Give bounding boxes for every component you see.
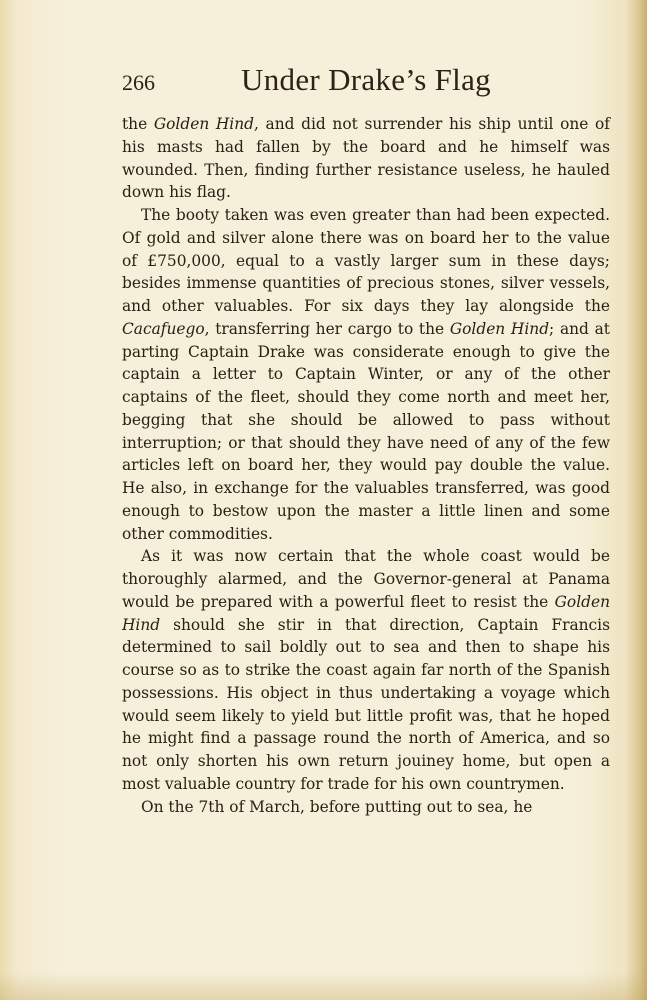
text-run: The booty taken was even greater than had been expected. Of gold and silver alone there was on board her to the value of £750,000, equal to a vastly larger sum in these days; besides immense quantities of precious stones, silver vessels, and other valuables. For six days they lay alongside the (122, 206, 610, 315)
text-run: As it was now certain that the whole coast would be thoroughly alarmed, and the Governor-general at Panama would be prepared with a powerful fleet to resist the (122, 547, 610, 611)
italic-ship-name: Golden Hind (449, 319, 550, 338)
text-run: should she stir in that direction, Captain Francis determined to sail boldly out to sea and then to shape his course so as to strike the coast again far north of the Spanish possessions. His object in thus undertaking a voyage which would seem likely to yield but little profit was, that he hoped he might find a passage round the north of America, and so not only shorten his own return jouiney home, but open a most valuable country for trade for his own countrymen. (122, 615, 610, 793)
text-run: , transferring her cargo to the (204, 319, 450, 338)
text-run: , and did not surrender his ship until one of his masts had fallen by the board and he himself was wounded. Then, finding further resistance useless, he hauled down his flag. (122, 115, 610, 202)
italic-ship-name: Golden Hind (122, 592, 610, 634)
paragraph (122, 204, 610, 545)
text-run: the (122, 115, 154, 133)
paragraph (122, 113, 610, 204)
paragraph (122, 545, 610, 795)
italic-ship-name: Cacafuego (122, 319, 205, 338)
text-run: ; and at parting Captain Drake was considerate enough to give the captain a letter to Captain Winter, or any of the other captains of the fleet, should they come north and meet her, begging that she should be allowed to pass without interruption; or that should they have need of any of the few articles left on board her, they would pay double the value. He also, in exchange for the valuables transferred, was good enough to bestow upon the master a little linen and some other commodities. (122, 319, 610, 543)
italic-ship-name: Golden Hind (153, 115, 254, 133)
page-edge-shading (0, 972, 647, 1000)
body-text (122, 113, 610, 818)
running-title: Under Drake’s Flag (241, 62, 491, 97)
text-run: On the 7th of March, before putting out to sea, he (141, 797, 533, 816)
paragraph (122, 796, 610, 819)
page-header (122, 62, 610, 106)
page-number: 266 (122, 70, 155, 95)
